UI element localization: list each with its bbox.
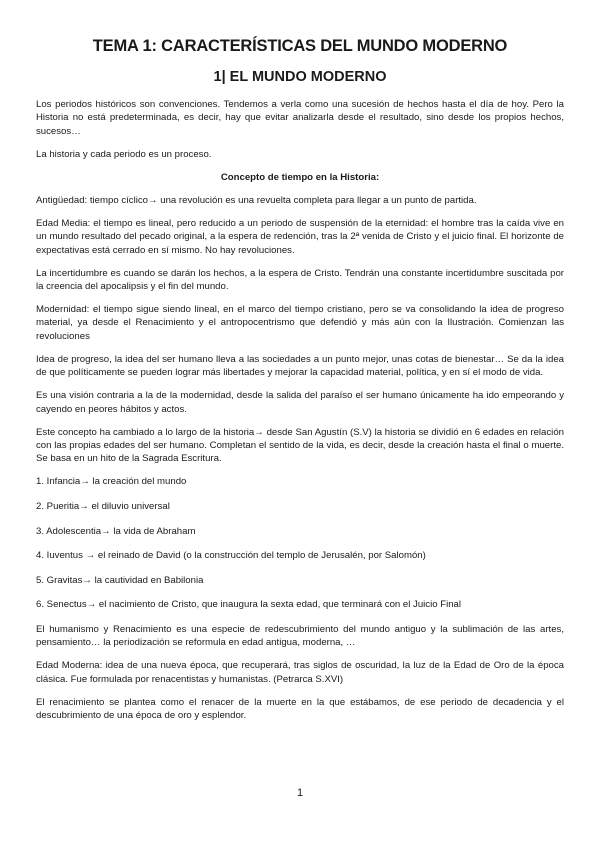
paragraph: Edad Media: el tiempo es lineal, pero reducido a un periodo de suspensión de la eternidad: el hombre tras la caída vive en un mundo resultado del pecado original, a la espera de redención, tras la 2ª venida de Cristo y el juicio final. El horizonte de expectativas está cerrado en sí mismo. No hay revoluciones. <box>36 217 564 256</box>
paragraph: La incertidumbre es cuando se darán los hechos, a la espera de Cristo. Tendrán una constante incertidumbre suscitada por la creencia del apocalipsis y el fin del mundo. <box>36 267 564 293</box>
paragraph: Modernidad: el tiempo sigue siendo lineal, en el marco del tiempo cristiano, pero se va consolidando la idea de progreso material, ya desde el Renacimiento y el antropocentrismo que defendió y más aún con la Ilustración. Comienzan las revoluciones <box>36 304 564 342</box>
page-number: 1 <box>296 787 304 799</box>
list-item: 5. Gravitas→ la cautividad en Babilonia <box>36 574 204 586</box>
paragraph: Idea de progreso, la idea del ser humano lleva a las sociedades a un punto mejor, unas cotas de bienestar… Se da la idea de que políticamente se pueden lograr más libertades y mejorar la capacidad material, política, y en sí el modo de vida. <box>36 353 564 379</box>
paragraph: El humanismo y Renacimiento es una especie de redescubrimiento del mundo antiguo y la sublimación de las artes, pensamiento… la periodización se reformula en edad antigua, moderna, … <box>36 624 564 649</box>
document-title: TEMA 1: CARACTERÍSTICAS DEL MUNDO MODERNO <box>92 37 508 55</box>
list-item: 3. Adolescentia→ la vida de Abraham <box>36 525 196 537</box>
list-item: 2. Pueritia→ el diluvio universal <box>36 501 170 513</box>
list-item: 4. Iuventus → el reinado de David (o la construcción del templo de Jerusalén, por Salomón) <box>36 550 426 562</box>
list-item: 1. Infancia→ la creación del mundo <box>36 476 187 488</box>
paragraph: La historia y cada periodo es un proceso. <box>36 148 212 160</box>
subheading: Concepto de tiempo en la Historia: <box>220 171 380 183</box>
paragraph: El renacimiento se plantea como el renacer de la muerte en la que estábamos, de ese periodo de decadencia y el descubrimiento de una época de oro y esplendor. <box>36 696 564 722</box>
paragraph: Antigüedad: tiempo cíclico→ una revolución es una revuelta completa para llegar a un punto de partida. <box>36 194 477 206</box>
section-heading: 1| EL MUNDO MODERNO <box>213 69 387 85</box>
paragraph: Este concepto ha cambiado a lo largo de la historia→ desde San Agustín (S.V) la historia se dividió en 6 edades en relación con las propias edades del ser humano. Completan el sentido de la vida, es decir, desde la creación hasta el final o muerte. Se basa en un hito de la Sagrada Escritura. <box>36 426 564 465</box>
list-item: 6. Senectus→ el nacimiento de Cristo, que inaugura la sexta edad, que terminará con el Juicio Final <box>36 599 462 611</box>
paragraph: Los periodos históricos son convenciones. Tendemos a verla como una sucesión de hechos hasta el día de hoy. Pero la Historia no está predeterminada, es decir, hay que evitar analizarla desde el resultado, sino desde los propios hechos, sucesos… <box>36 99 564 137</box>
paragraph: Edad Moderna: idea de una nueva época, que recuperará, tras siglos de oscuridad, la luz de la Edad de Oro de la época clásica. Fue formulada por renacentistas y humanistas. (Petrarca S.XVI) <box>36 660 564 685</box>
paragraph: Es una visión contraria a la de la modernidad, desde la salida del paraíso el ser humano únicamente ha ido empeorando y cayendo en peores hábitos y actos. <box>36 390 564 415</box>
document-body <box>36 98 564 732</box>
